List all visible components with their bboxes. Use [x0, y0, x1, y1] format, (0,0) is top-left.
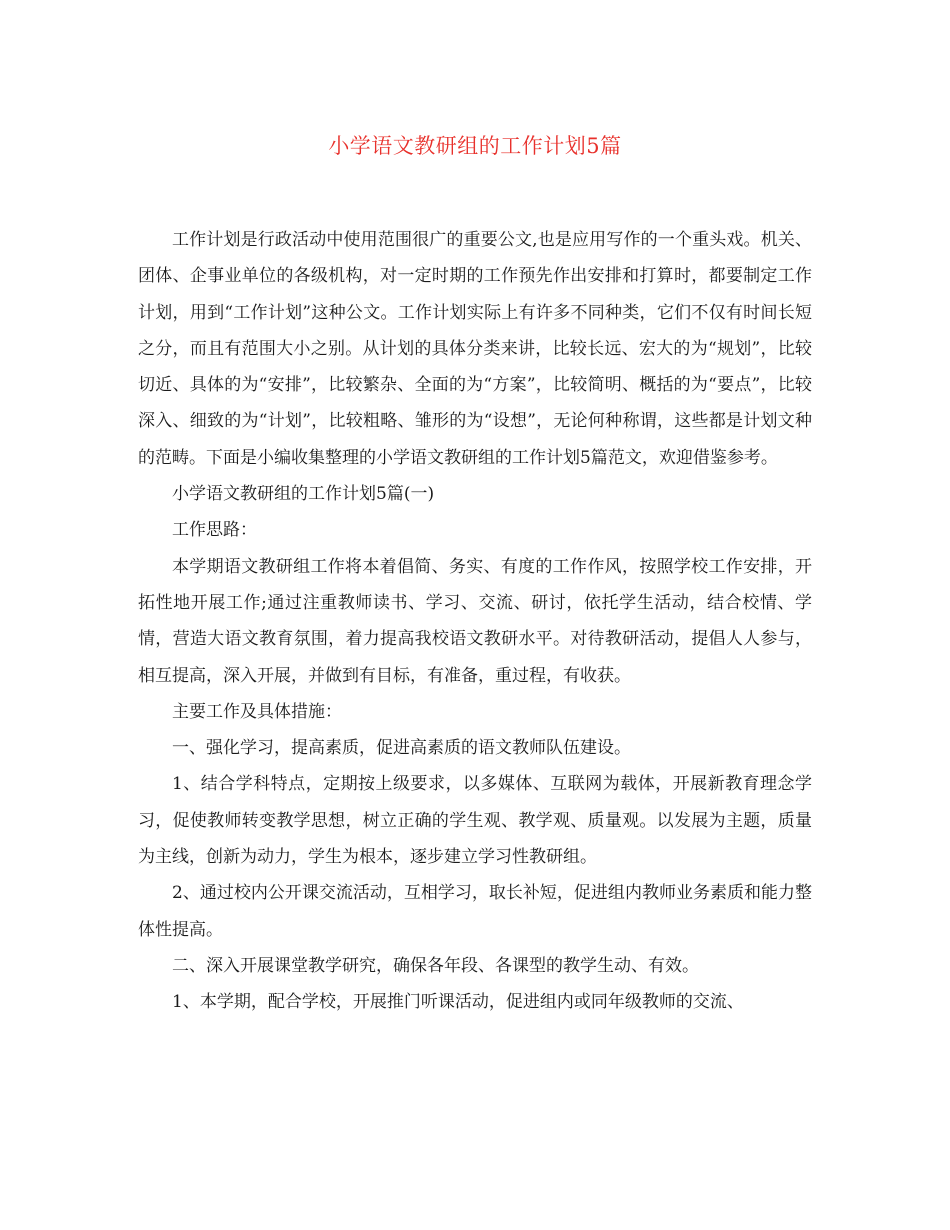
paragraph-item-one: 一、强化学习，提高素质，促进高素质的语文教师队伍建设。 — [172, 738, 631, 759]
document-body — [138, 222, 812, 1021]
document-title: 小学语文教研组的工作计划5篇 — [328, 134, 622, 158]
paragraph-intro: 工作计划是行政活动中使用范围很广的重要公文,也是应用写作的一个重头戏。机关、团体、企事业单位的各级机构，对一定时期的工作预先作出安排和打算时，都要制定工作计划，用到“工作计划”这种公文。工作计划实际上有许多不同种类，它们不仅有时间长短之分，而且有范围大小之别。从计划的具体分类来讲，比较长远、宏大的为“规划”，比较切近、具体的为“安排”，比较繁杂、全面的为“方案”，比较简明、概括的为“要点”，比较深入、细致的为“计划”，比较粗略、雏形的为“设想”，无论何种称谓，这些都是计划文种的范畴。下面是小编收集整理的小学语文教研组的工作计划5篇范文，欢迎借鉴参考。 — [138, 230, 812, 468]
paragraph-item-one-2: 2、通过校内公开课交流活动，互相学习，取长补短，促进组内教师业务素质和能力整体性提高。 — [138, 883, 812, 940]
paragraph-work-idea: 本学期语文教研组工作将本着倡简、务实、有度的工作作风，按照学校工作安排，开拓性地开展工作;通过注重教师读书、学习、交流、研讨，依托学生活动，结合校情、学情，营造大语文教育氛围，着力提高我校语文教研水平。对待教研活动，提倡人人参与，相互提高，深入开展，并做到有目标，有准备，重过程，有收获。 — [138, 556, 812, 686]
paragraph-work-idea-label: 工作思路： — [172, 520, 257, 541]
paragraph-item-one-1: 1、结合学科特点，定期按上级要求，以多媒体、互联网为载体，开展新教育理念学习，促使教师转变教学思想，树立正确的学生观、教学观、质量观。以发展为主题，质量为主线，创新为动力，学生为根本，逐步建立学习性教研组。 — [138, 774, 812, 868]
paragraph-section-heading: 小学语文教研组的工作计划5篇(一) — [172, 484, 435, 505]
paragraph-main-work-label: 主要工作及具体措施： — [172, 701, 342, 722]
paragraph-item-two: 二、深入开展课堂教学研究，确保各年段、各课型的教学生动、有效。 — [172, 955, 699, 976]
paragraph-item-two-1: 1、本学期，配合学校，开展推门听课活动，促进组内或同年级教师的交流、 — [172, 992, 744, 1013]
